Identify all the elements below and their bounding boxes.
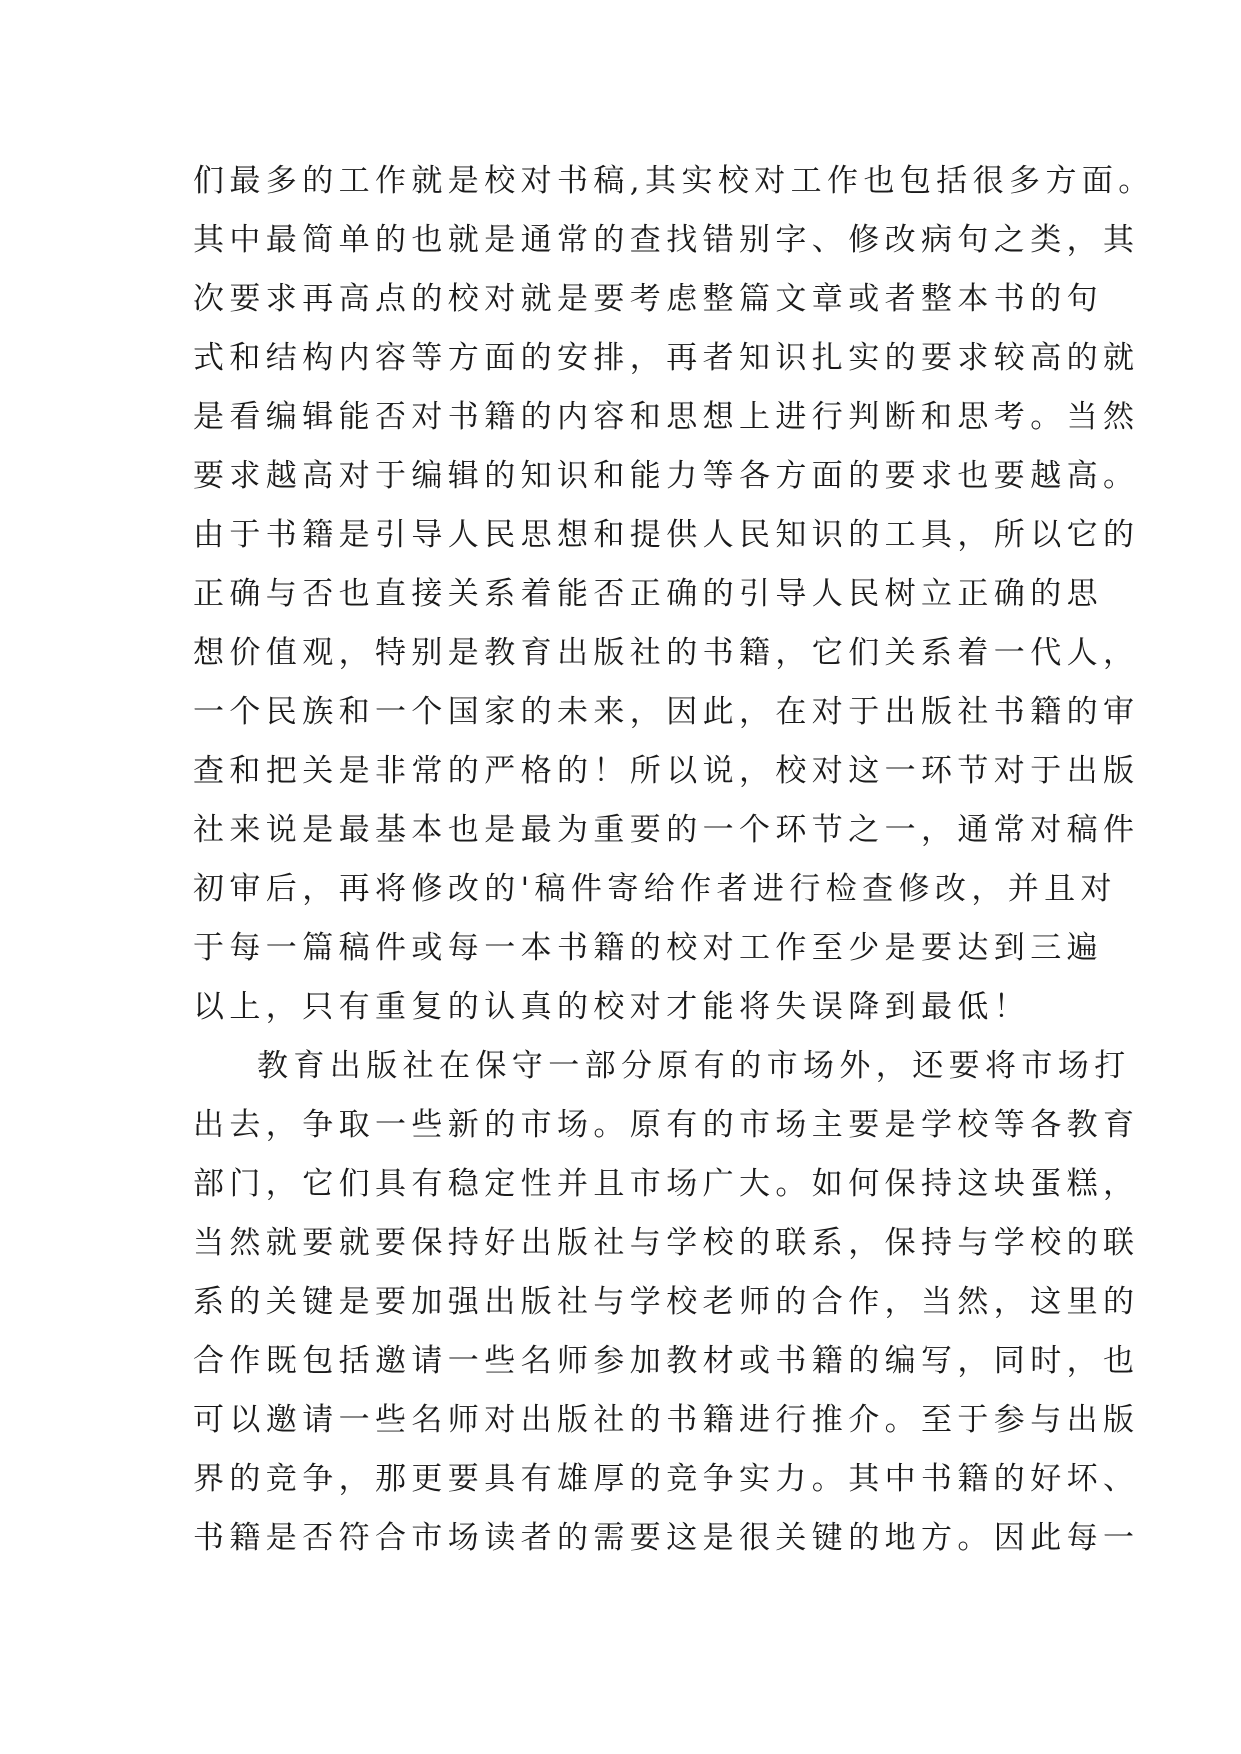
paragraph-1-line: 是看编辑能否对书籍的内容和思想上进行判断和思考。当然 xyxy=(193,399,1140,435)
paragraph-2-line: 合作既包括邀请一些名师参加教材或书籍的编写，同时，也 xyxy=(193,1343,1140,1379)
body-text xyxy=(193,152,1155,1568)
paragraph-1-line: 次要求再高点的校对就是要考虑整篇文章或者整本书的句 xyxy=(193,281,1103,317)
paragraph-2-line: 出去，争取一些新的市场。原有的市场主要是学校等各教育 xyxy=(193,1107,1140,1143)
paragraph-2-line: 界的竞争，那更要具有雄厚的竞争实力。其中书籍的好坏、 xyxy=(193,1461,1140,1497)
paragraph-1-line: 于每一篇稿件或每一本书籍的校对工作至少是要达到三遍 xyxy=(193,930,1103,966)
paragraph-1-line: 社来说是最基本也是最为重要的一个环节之一，通常对稿件 xyxy=(193,812,1140,848)
paragraph-2-line: 书籍是否符合市场读者的需要这是很关键的地方。因此每一 xyxy=(193,1520,1140,1556)
paragraph-1-line: 想价值观，特别是教育出版社的书籍，它们关系着一代人， xyxy=(193,635,1140,671)
paragraph-2-line: 可以邀请一些名师对出版社的书籍进行推介。至于参与出版 xyxy=(193,1402,1140,1438)
paragraph-1-line: 其中最简单的也就是通常的查找错别字、修改病句之类，其 xyxy=(193,222,1140,258)
paragraph-1-line: 们最多的工作就是校对书稿,其实校对工作也包括很多方面。 xyxy=(193,163,1155,199)
paragraph-1-line: 查和把关是非常的严格的！所以说，校对这一环节对于出版 xyxy=(193,753,1140,789)
paragraph-1-line: 正确与否也直接关系着能否正确的引导人民树立正确的思 xyxy=(193,576,1103,612)
paragraph-1-line: 要求越高对于编辑的知识和能力等各方面的要求也要越高。 xyxy=(193,458,1140,494)
paragraph-2-line: 当然就要就要保持好出版社与学校的联系，保持与学校的联 xyxy=(193,1225,1140,1261)
paragraph-2-line: 系的关键是要加强出版社与学校老师的合作，当然，这里的 xyxy=(193,1284,1140,1320)
paragraph-1-line: 以上，只有重复的认真的校对才能将失误降到最低！ xyxy=(193,989,1031,1025)
paragraph-1-line: 式和结构内容等方面的安排，再者知识扎实的要求较高的就 xyxy=(193,340,1140,376)
paragraph-2-line: 部门，它们具有稳定性并且市场广大。如何保持这块蛋糕， xyxy=(193,1166,1140,1202)
paragraph-1-line: 由于书籍是引导人民思想和提供人民知识的工具，所以它的 xyxy=(193,517,1140,553)
paragraph-2-first-line: 教育出版社在保守一部分原有的市场外，还要将市场打 xyxy=(257,1048,1131,1084)
paragraph-1-line: 一个民族和一个国家的未来，因此，在对于出版社书籍的审 xyxy=(193,694,1140,730)
paragraph-1-line: 初审后，再将修改的'稿件寄给作者进行检查修改，并且对 xyxy=(193,871,1117,907)
